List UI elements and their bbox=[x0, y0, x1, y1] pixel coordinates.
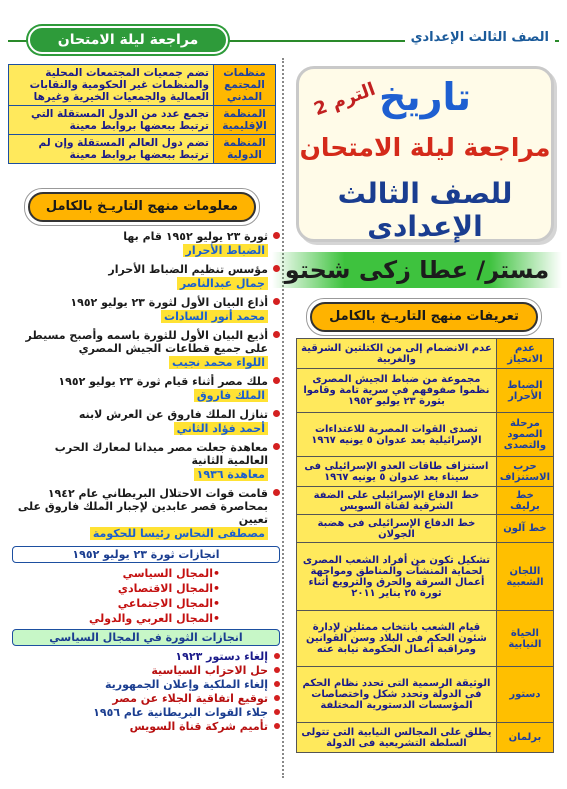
fact-answer: محمد أنور السادات bbox=[161, 310, 268, 323]
table-row bbox=[297, 457, 554, 487]
bullet-icon bbox=[273, 298, 280, 305]
review-pill: مراجعة ليلة الامتحان bbox=[28, 26, 228, 54]
list-item bbox=[12, 375, 280, 402]
table-row bbox=[9, 65, 276, 106]
def-term: الحياة النيابية bbox=[496, 611, 553, 667]
facts-list bbox=[12, 230, 280, 734]
table-row bbox=[297, 487, 554, 515]
def-term: برلمان bbox=[496, 723, 553, 753]
table-row bbox=[297, 515, 554, 543]
table-row bbox=[297, 369, 554, 413]
title-grade: للصف الثالث الإعدادى bbox=[337, 177, 513, 243]
bullet-icon bbox=[274, 667, 280, 673]
org-definition: تضم جمعيات المجتمعات المحلية والمنظمات غير الحكومية والنقابات العمالية والجمعيات الخيرية وغيرها bbox=[9, 65, 214, 106]
fact-answer: جمال عبدالناصر bbox=[177, 277, 268, 290]
def-term: الضباط الأحرار bbox=[496, 369, 553, 413]
def-text: الوثيقة الرسمية التى تحدد نظام الحكم فى الدولة وتحدد شكل واختصاصات المؤسسات الدستورية المختلفة bbox=[297, 667, 497, 723]
def-text: خط الدفاع الإسرائيلى على الضفة الشرقية لقناة السويس bbox=[297, 487, 497, 515]
fact-answer: اللواء محمد نجيب bbox=[169, 356, 268, 369]
political-item: توقيع اتفاقية الجلاء عن مصر bbox=[112, 692, 268, 705]
fact-answer: مصطفى النحاس رئيسا للحكومة bbox=[90, 527, 268, 540]
org-definition: تجمع عدد من الدول المستقلة التي ترتبط ببعضها بروابط معينة bbox=[9, 106, 214, 135]
fact-question: مؤسس تنظيم الضباط الأحرار bbox=[108, 263, 268, 276]
political-header: انجازات الثورة في المجال السياسي bbox=[12, 629, 280, 646]
table-row bbox=[297, 611, 554, 667]
def-term: خط برليف bbox=[496, 487, 553, 515]
def-text: تشكيل تكون من أفراد الشعب المصرى لحماية المنشآت والمناطق ومواجهة أعمال السرقة والحرق والترويع أثناء ثورة ٢٥ يناير ٢٠١١ bbox=[297, 543, 497, 611]
list-item bbox=[12, 650, 280, 663]
list-item bbox=[12, 230, 280, 257]
fact-question: معاهدة جعلت مصر ميدانا لمعارك الحرب العالمية الثانية bbox=[54, 441, 268, 467]
def-text: عدم الانضمام إلى من الكتلتين الشرقية والغربية bbox=[297, 339, 497, 369]
def-term: دستور bbox=[496, 667, 553, 723]
column-divider bbox=[282, 58, 284, 778]
political-item: جلاء القوات البريطانية عام ١٩٥٦ bbox=[93, 706, 268, 719]
def-text: خط الدفاع الإسرائيلى فى هضبة الجولان bbox=[297, 515, 497, 543]
list-item bbox=[12, 408, 280, 435]
bullet-icon bbox=[274, 695, 280, 701]
organizations-table bbox=[8, 64, 276, 164]
bullet-icon bbox=[273, 443, 280, 450]
facts-header: معلومات منهج التاريـخ بالكامل bbox=[28, 192, 256, 222]
bullet-icon bbox=[273, 232, 280, 239]
table-row bbox=[9, 135, 276, 164]
bullet-icon bbox=[273, 265, 280, 272]
def-term: اللجان الشعبية bbox=[496, 543, 553, 611]
table-row bbox=[297, 339, 554, 369]
list-item bbox=[12, 678, 280, 691]
fact-question: ثورة ٢٣ يوليو ١٩٥٢ قام بها bbox=[123, 230, 268, 243]
definitions-header: تعريفات منهج التاريـخ بالكامل bbox=[310, 302, 538, 332]
table-row bbox=[9, 106, 276, 135]
title-history: تاريخ bbox=[378, 75, 472, 119]
list-item bbox=[12, 720, 280, 733]
term-badge: الترم 2 bbox=[311, 78, 379, 121]
political-item: إلغاء الملكية وإعلان الجمهورية bbox=[104, 678, 268, 691]
org-definition: تضم دول العالم المستقلة وإن لم ترتبط ببعضها بروابط معينة bbox=[9, 135, 214, 164]
bullet-icon bbox=[274, 681, 280, 687]
bullet-icon bbox=[273, 377, 280, 384]
org-term: منظمات المجتمع المدني bbox=[214, 65, 276, 106]
fact-question: تنازل الملك فاروق عن العرش لابنه bbox=[78, 408, 268, 421]
bullet-icon bbox=[274, 709, 280, 715]
achievements-header: انجازات ثورة ٢٣ يوليو ١٩٥٢ bbox=[12, 546, 280, 563]
def-term: حرب الاستنزاف bbox=[496, 457, 553, 487]
fact-answer: معاهدة ١٩٣٦ bbox=[194, 468, 268, 481]
title-review: مراجعة ليلة الامتحان bbox=[299, 133, 551, 162]
teacher-banner: مستر/ عطا زكى شحتو bbox=[272, 252, 562, 288]
def-text: يطلق على المجالس النيابية التى تتولى السلطة التشريعية فى الدولة bbox=[297, 723, 497, 753]
list-item bbox=[12, 441, 280, 481]
def-term: عدم الانحياز bbox=[496, 339, 553, 369]
list-item bbox=[12, 263, 280, 290]
fact-question: ملك مصر أثناء قيام ثورة ٢٣ يوليو ١٩٥٢ bbox=[58, 375, 268, 388]
list-item bbox=[12, 296, 280, 323]
title-card bbox=[296, 66, 554, 242]
def-text: مجموعة من ضباط الجيش المصرى نظموا صفوفهم في سرية تامة وقاموا بثورة ٢٣ يوليو ١٩٥٢ bbox=[297, 369, 497, 413]
def-text: استنزاف طاقات العدو الإسرائيلى فى سيناء بعد عدوان ٥ يونيه ١٩٦٧ bbox=[297, 457, 497, 487]
table-row bbox=[297, 667, 554, 723]
table-row bbox=[297, 723, 554, 753]
fact-answer: أحمد فؤاد الثاني bbox=[174, 422, 268, 435]
political-item: تأميم شركة قناة السويس bbox=[129, 720, 268, 733]
political-item: إلغاء دستور ١٩٢٣ bbox=[175, 650, 268, 663]
grade-label: الصف الثالث الإعدادي bbox=[405, 30, 555, 45]
fact-answer: الضباط الأحرار bbox=[183, 244, 268, 257]
table-row bbox=[297, 413, 554, 457]
fact-answer: الملك فاروق bbox=[194, 389, 268, 402]
fact-question: قامت قوات الاحتلال البريطاني عام ١٩٤٢ بمحاصرة قصر عابدين لإجبار الملك فاروق على تعيين bbox=[17, 487, 268, 526]
def-text: تصدى القوات المصرية للاعتداءات الإسرائيلية بعد عدوان ٥ يونيه ١٩٦٧ bbox=[297, 413, 497, 457]
list-item: •المجال الاجتماعي bbox=[117, 597, 220, 610]
def-term: مرحلة الصمود والتصدى bbox=[496, 413, 553, 457]
bullet-icon bbox=[273, 410, 280, 417]
definitions-header-frame bbox=[306, 298, 542, 336]
list-item bbox=[12, 692, 280, 705]
bullet-icon bbox=[273, 489, 280, 496]
bullet-icon bbox=[274, 653, 280, 659]
list-item: •المجال السياسي bbox=[122, 567, 220, 580]
list-item: •المجال الاقتصادي bbox=[117, 582, 220, 595]
list-item: •المجال العربي والدولي bbox=[89, 612, 220, 625]
facts-header-frame bbox=[24, 188, 260, 226]
def-term: خط آلون bbox=[496, 515, 553, 543]
definitions-table bbox=[296, 338, 554, 753]
org-term: المنظمة الدولية bbox=[214, 135, 276, 164]
table-row bbox=[297, 543, 554, 611]
fact-question: أذيع البيان الأول للثورة باسمه وأصبح مسيطر على جميع قطاعات الجيش المصري bbox=[25, 329, 268, 355]
list-item bbox=[12, 706, 280, 719]
org-term: المنظمة الإقليمية bbox=[214, 106, 276, 135]
def-text: قيام الشعب بانتخاب ممثلين لإدارة شئون الحكم فى البلاد وسن القوانين ومراقبة أعمال الحكومة نيابة عنه bbox=[297, 611, 497, 667]
political-item: حل الاحزاب السياسية bbox=[151, 664, 268, 677]
bullet-icon bbox=[273, 331, 280, 338]
bullet-icon bbox=[274, 723, 280, 729]
fact-question: أذاع البيان الأول لثورة ٢٣ يوليو ١٩٥٢ bbox=[70, 296, 268, 309]
list-item bbox=[12, 329, 280, 369]
list-item bbox=[12, 487, 280, 540]
list-item bbox=[12, 664, 280, 677]
